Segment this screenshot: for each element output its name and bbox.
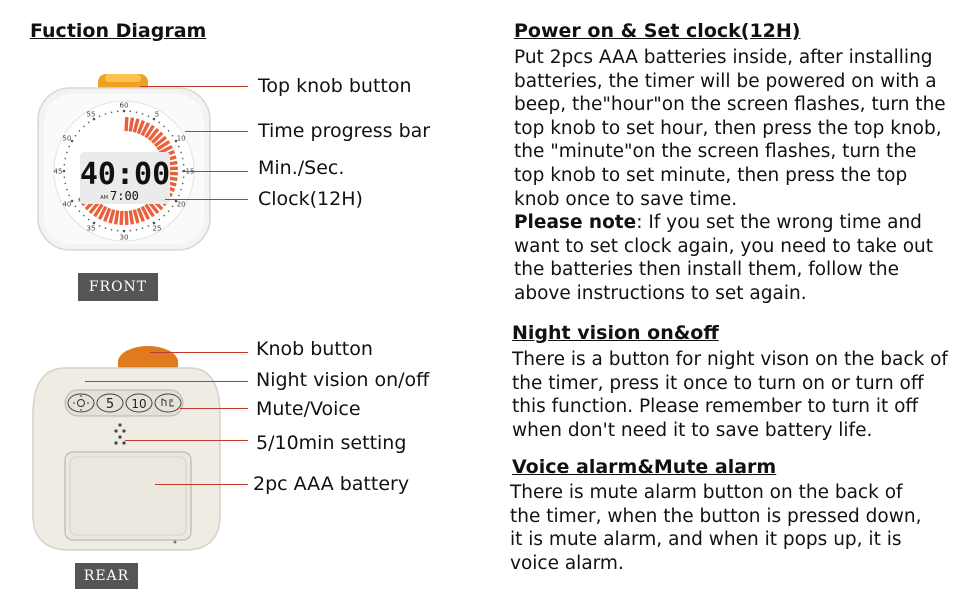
paragraph-night-vision: There is a button for night vison on the back of the timer, press it once to turn on or turn off this function. Please remember to turn it off when don't need it to save battery life. <box>512 349 948 441</box>
callout-aaa-battery: 2pc AAA battery <box>253 473 410 495</box>
progress-segment <box>126 117 127 131</box>
dial-tick <box>158 219 160 221</box>
dial-label: 60 <box>119 101 129 110</box>
callout-line <box>180 408 248 409</box>
callout-line <box>150 352 248 353</box>
dial-tick <box>75 205 77 207</box>
callout-line <box>185 131 248 132</box>
dial-label: 35 <box>86 224 96 233</box>
dial-label: 10 <box>176 134 186 143</box>
lcd-clock: 7:00 <box>110 189 139 203</box>
dial-label: 5 <box>154 110 160 119</box>
dial-tick <box>172 135 174 137</box>
dial-label: 50 <box>62 134 72 143</box>
dial-tick <box>180 189 182 191</box>
dial-tick <box>129 111 131 113</box>
dial-label: 55 <box>86 110 96 119</box>
callout-line <box>125 440 248 441</box>
dial-tick <box>158 122 160 124</box>
dial-tick <box>148 115 150 117</box>
dial-tick <box>111 229 113 231</box>
dial-tick <box>172 205 174 207</box>
callout-5-10min-setting: 5/10min setting <box>256 432 407 454</box>
svg-text:5: 5 <box>105 397 115 412</box>
dial-tick <box>178 195 180 197</box>
dial-tick <box>88 219 90 221</box>
dial-tick <box>117 230 119 232</box>
dial-tick <box>180 152 182 154</box>
progress-segment <box>126 211 127 225</box>
heading-night-vision: Night vision on&off <box>512 322 719 344</box>
dial-tick <box>168 130 170 132</box>
heading-voice-alarm: Voice alarm&Mute alarm <box>512 456 777 478</box>
mute-voice-button <box>155 394 181 412</box>
callout-night-vision: Night vision on/off <box>256 369 430 391</box>
dial-tick <box>83 215 85 217</box>
dial-tick <box>182 183 184 185</box>
dial-tick <box>136 112 138 114</box>
lcd-time: 40:00 <box>79 157 171 192</box>
dial-tick <box>68 146 70 148</box>
svg-text:10: 10 <box>131 397 147 411</box>
dial-tick <box>123 230 126 233</box>
dial-label: 20 <box>176 200 186 209</box>
front-tag: FRONT <box>78 273 158 301</box>
callout-min-sec: Min./Sec. <box>258 157 345 179</box>
dial-label: 45 <box>53 167 63 176</box>
progress-segment <box>116 211 118 225</box>
5min-button <box>97 394 123 412</box>
dial-label: 30 <box>119 233 129 242</box>
dial-tick <box>105 227 107 229</box>
dial-tick <box>168 210 170 212</box>
front-timer-illustration <box>30 70 220 260</box>
dial-tick <box>105 113 107 115</box>
dial-tick <box>65 183 67 185</box>
dial-tick <box>111 112 113 114</box>
callout-line <box>85 381 248 382</box>
10min-button <box>126 394 152 412</box>
dial-tick <box>183 176 185 178</box>
dial-tick <box>99 115 101 117</box>
callout-line <box>140 86 248 87</box>
dial-tick <box>148 225 150 227</box>
dial-tick <box>66 189 68 191</box>
paragraph-voice-alarm: There is mute alarm button on the back of the timer, when the button is pressed down, it is mute alarm, and when it pops up, it is voice alarm. <box>510 482 922 574</box>
dial-tick <box>99 225 101 227</box>
dial-tick <box>66 152 68 154</box>
battery-cover <box>65 452 191 540</box>
callout-line <box>182 171 248 172</box>
please-note-label: Please note <box>514 212 637 234</box>
callout-top-knob-button: Top knob button <box>258 75 412 97</box>
dial-tick <box>163 126 165 128</box>
dial-tick <box>183 164 185 166</box>
progress-segment <box>130 118 132 132</box>
dial-tick <box>123 110 126 113</box>
dial-tick <box>64 176 66 178</box>
dial-tick <box>83 126 85 128</box>
lcd-am: AM <box>100 195 108 201</box>
callout-clock-12h: Clock(12H) <box>258 188 363 210</box>
dial-tick <box>142 227 144 229</box>
dial-tick <box>142 113 144 115</box>
dial-tick <box>129 230 131 232</box>
callout-line <box>165 199 248 200</box>
heading-power-on: Power on & Set clock(12H) <box>514 20 801 42</box>
callout-mute-voice: Mute/Voice <box>256 398 361 420</box>
dial-tick <box>63 170 66 173</box>
dial-tick <box>163 215 165 217</box>
dial-label: 40 <box>62 200 72 209</box>
progress-segment <box>121 211 122 225</box>
diagram-title: Fuction Diagram <box>30 20 207 42</box>
dial-tick <box>136 229 138 231</box>
progress-segment <box>130 211 132 225</box>
dial-tick <box>64 164 66 166</box>
power-on-body: Put 2pcs AAA batteries inside, after installing batteries, the timer will be powered on with a beep, the"hour"on the screen flashes, turn the top knob to set hour, then press the top knob, the "minute"on the screen flashes, turn the top knob to set minute, then press the top knob once to save time. <box>514 47 946 210</box>
dial-tick <box>117 111 119 113</box>
dial-tick <box>68 195 70 197</box>
dial-label: 25 <box>152 224 162 233</box>
callout-line <box>155 484 248 485</box>
rear-tag: REAR <box>75 563 138 589</box>
callout-knob-button: Knob button <box>256 338 373 360</box>
dial-tick <box>178 146 180 148</box>
dial-tick <box>79 130 81 132</box>
dial-tick <box>75 135 77 137</box>
please-note-body: : If you set the wrong time and want to set clock again, you need to take out the batteries then install them, follow the above instructions to set again. <box>514 212 934 304</box>
dial-tick <box>88 122 90 124</box>
rear-timer-illustration <box>25 340 225 555</box>
dial-tick <box>65 158 67 160</box>
dial-tick <box>79 210 81 212</box>
callout-time-progress-bar: Time progress bar <box>258 120 431 142</box>
dial-tick <box>182 158 184 160</box>
paragraph-power-on <box>514 46 946 306</box>
night-vision-button <box>68 394 94 412</box>
